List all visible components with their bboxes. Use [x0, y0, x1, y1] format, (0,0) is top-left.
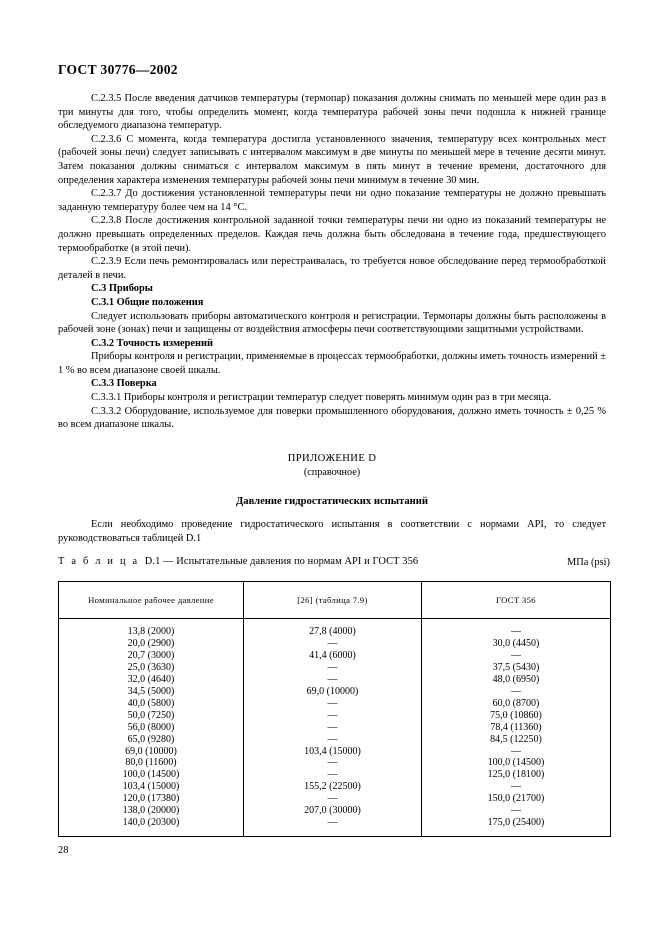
- table-cell-value: —: [327, 793, 338, 805]
- table-cell-value: 20,0 (2900): [127, 637, 175, 649]
- table-cell-value: —: [327, 637, 338, 649]
- table-cell-value: 69,0 (10000): [306, 685, 359, 697]
- appendix-name: Давление гидростатических испытаний: [236, 496, 428, 507]
- table-cell-value: 150,0 (21700): [487, 793, 545, 805]
- column-cell-gost356: [422, 619, 611, 837]
- table-cell-value: —: [327, 817, 338, 829]
- table-data-body-row: [59, 619, 611, 837]
- table-cell-value: 56,0 (8000): [127, 721, 175, 733]
- table-cell-value: 207,0 (30000): [304, 805, 361, 817]
- table-header-row: [59, 582, 611, 619]
- paragraph-c236: C.2.3.6 С момента, когда температура достигла установленного значения, температуру всех контрольных мест (рабочей зоны печи) следует записывать с интервалом максимум в две минуты по меньшей мере в течение десяти минут. Затем показания должны сниматься с интервалом максимум в пять минут в течение времени, достаточного для определения характера изменения температуры рабочей зоны печи минимум в течение 30 мин.: [58, 133, 606, 186]
- paragraph-c237: C.2.3.7 До достижения установленной температуры печи ни одно показание температуры не должно превышать заданную температуру более чем на 14 °С.: [58, 188, 606, 213]
- body-text-block: [58, 92, 606, 432]
- heading-c3-pribory: С.3 Приборы: [91, 283, 153, 295]
- table-caption: [58, 555, 418, 569]
- column-stack-nominal: [59, 626, 243, 829]
- table-cell-value: 41,4 (6000): [309, 649, 356, 661]
- table-cell-value: 78,4 (11360): [490, 721, 542, 733]
- heading-c31-obshchie-polozheniya: С.3.1 Общие положения: [91, 296, 204, 308]
- column-header-nominal-pressure: Номинальное рабочее давление: [59, 582, 244, 619]
- table-cell-value: 103,4 (15000): [122, 781, 180, 793]
- table-cell-value: 138,0 (20000): [122, 805, 180, 817]
- paragraph-c238: C.2.3.8 После достижения контрольной заданной точки температуры печи ни одно из показаний температуры не должно превышать определенных пределов. Каждая печь должна быть обследована в течение года, предшествующего термообработке (в этой печи).: [58, 215, 606, 254]
- table-cell-value: —: [511, 685, 521, 697]
- appendix-intro-block: [58, 518, 606, 545]
- page-number: 28: [58, 845, 69, 856]
- table-cell-value: 25,0 (3630): [127, 661, 175, 673]
- table-cell-value: 65,0 (9280): [127, 733, 175, 745]
- column-cell-ref26: [244, 619, 422, 837]
- table-cell-value: —: [511, 805, 521, 817]
- appendix-subtitle: (справочное): [303, 467, 361, 478]
- table-cell-value: 140,0 (20300): [122, 817, 180, 829]
- column-stack-ref26: [244, 626, 421, 829]
- heading-c33-poverka: С.3.3 Поверка: [91, 378, 157, 390]
- table-cell-value: 27,8 (4000): [309, 626, 356, 637]
- table-cell-value: 60,0 (8700): [492, 697, 540, 709]
- table-cell-value: —: [327, 697, 338, 709]
- table-cell-value: —: [511, 781, 521, 793]
- paragraph-c331: C.3.3.1 Приборы контроля и регистрации температур следует поверять минимум один раз в три месяца.: [91, 392, 552, 404]
- table-cell-value: 100,0 (14500): [122, 769, 180, 781]
- table-cell-value: 32,0 (4640): [127, 673, 175, 685]
- table-cell-value: 155,2 (22500): [304, 781, 361, 793]
- table-cell-value: —: [327, 673, 338, 685]
- standard-header: ГОСТ 30776—2002: [58, 62, 178, 77]
- table-units-label: МПа (psi): [567, 557, 610, 568]
- table-cell-value: 175,0 (25400): [487, 817, 545, 829]
- paragraph-c332: C.3.3.2 Оборудование, используемое для поверки промышленного оборудования, должно иметь точность ± 0,25 % во всем диапазоне шкалы.: [58, 405, 606, 431]
- table-cell-value: —: [511, 649, 521, 661]
- table-cell-value: 103,4 (15000): [304, 745, 361, 757]
- table-cell-value: —: [327, 769, 338, 781]
- table-cell-value: 30,0 (4450): [492, 637, 540, 649]
- table-cell-value: —: [327, 733, 338, 745]
- table-cell-value: —: [327, 757, 338, 769]
- table-cell-value: 40,0 (5800): [127, 697, 175, 709]
- heading-c32-tochnost-izmerenij: С.3.2 Точность измерений: [91, 337, 213, 349]
- table-cell-value: 48,0 (6950): [492, 673, 540, 685]
- pressure-table: [58, 581, 611, 837]
- column-cell-nominal-pressure: [59, 619, 244, 837]
- table-cell-value: 75,0 (10860): [490, 709, 542, 721]
- column-header-gost356: ГОСТ 356: [422, 582, 611, 619]
- table-cell-value: —: [511, 626, 521, 637]
- table-cell-value: 37,5 (5430): [492, 661, 540, 673]
- table-caption-prefix: Т а б л и ц а: [58, 556, 140, 567]
- table-cell-value: 80,0 (11600): [125, 757, 177, 769]
- table-cell-value: 84,5 (12250): [490, 733, 542, 745]
- paragraph-c235: C.2.3.5 После введения датчиков температуры (термопар) показания должны снимать по меньшей мере один раз в три минуты для того, чтобы определить момент, когда температура рабочей зоны печи подошла к нижней границе обследуемого диапазона температур.: [58, 93, 606, 132]
- column-header-ref26: [26] (таблица 7.9): [244, 582, 422, 619]
- table-cell-value: 34,5 (5000): [127, 685, 175, 697]
- table-cell-value: —: [327, 709, 338, 721]
- appendix-title: ПРИЛОЖЕНИЕ D: [287, 453, 377, 464]
- table-cell-value: 125,0 (18100): [487, 769, 545, 781]
- table-cell-value: 100,0 (14500): [487, 757, 545, 769]
- table-cell-value: 20,7 (3000): [127, 649, 175, 661]
- paragraph-c239: C.2.3.9 Если печь ремонтировалась или перестраивалась, то требуется новое обследование перед термообработкой деталей в печи.: [58, 256, 606, 281]
- column-stack-gost356: [422, 626, 610, 829]
- table-cell-value: —: [327, 721, 338, 733]
- paragraph-c32: Приборы контроля и регистрации, применяемые в процессах термообработки, должны иметь точность измерений ± 1 % во всем диапазоне своей шкалы.: [58, 351, 606, 376]
- paragraph-c31: Следует использовать приборы автоматического контроля и регистрации. Термопары должны быть расположены в рабочей зоне (зонах) печи и защищены от воздействия атмосферы печи соответствующими защитными устройствами.: [58, 310, 606, 336]
- table-cell-value: —: [511, 745, 521, 757]
- appendix-heading-block: [58, 452, 606, 509]
- appendix-intro-paragraph: Если необходимо проведение гидростатического испытания в соответствии с нормами API, то следует руководствоваться таблицей D.1: [58, 519, 606, 544]
- table-cell-value: 120,0 (17380): [122, 793, 180, 805]
- table-cell-value: 50,0 (7250): [127, 709, 175, 721]
- table-cell-value: —: [327, 661, 338, 673]
- table-cell-value: 13,8 (2000): [127, 626, 175, 637]
- table-cell-value: 69,0 (10000): [125, 745, 177, 757]
- table-caption-rest: D.1 — Испытательные давления по нормам API и ГОСТ 356: [144, 556, 419, 567]
